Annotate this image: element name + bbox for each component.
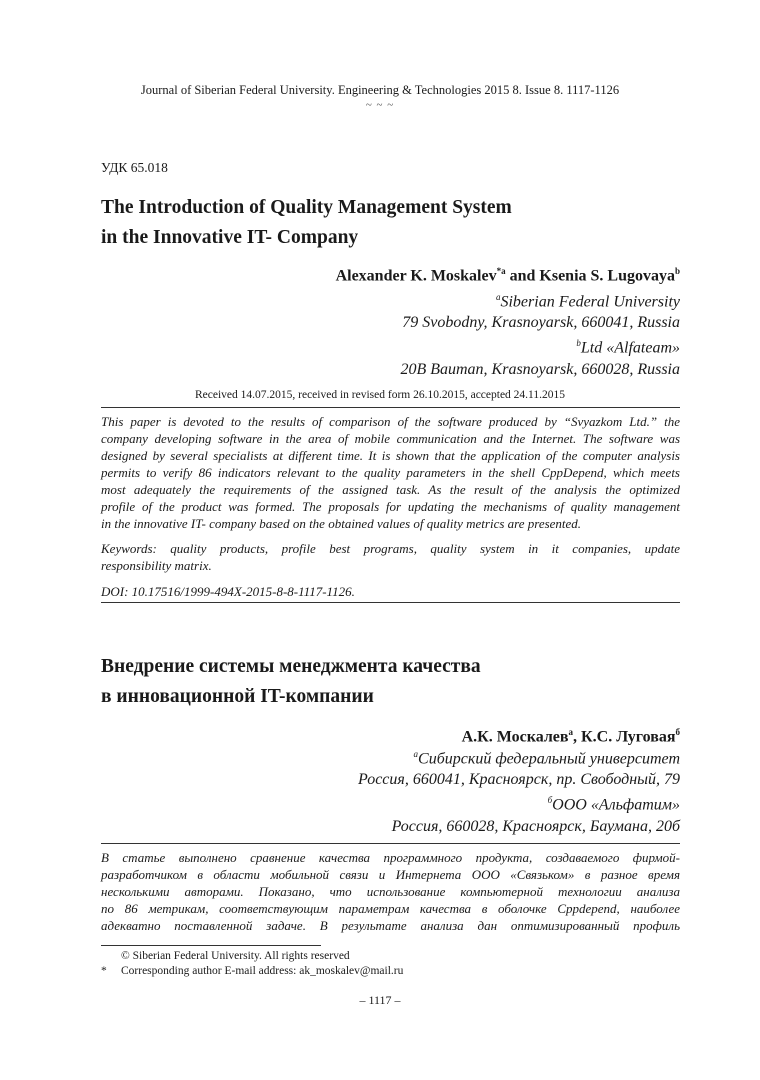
abstract-line: This paper is devoted to the results of comparison of the software produced by “Svyazkom Ltd.” the (101, 414, 680, 429)
english-keywords (101, 540, 680, 574)
abstract-line: in the innovative IT- company based on the obtained values of quality metrics are presented. (101, 516, 582, 531)
author-superscript: b (674, 266, 680, 276)
abstract-line: адекватно поставленной задаче. В результате анализа дан оптимизированный профиль (101, 918, 680, 933)
author-superscript: а (568, 727, 574, 737)
affiliation-address: 20B Bauman, Krasnoyarsk, 660028, Russia (400, 360, 680, 378)
affiliation-superscript: а (413, 749, 419, 759)
russian-abstract (101, 849, 680, 934)
author-superscript: *a (496, 266, 506, 276)
abstract-top-rule (101, 407, 680, 408)
udk-code: УДК 65.018 (101, 160, 168, 175)
author-connector: and (505, 267, 540, 285)
affiliation-superscript: б (547, 795, 553, 806)
footnote-rule (101, 945, 321, 946)
affiliation-name: $^б$ООО «Альфатим» (547, 795, 680, 814)
english-affiliations (400, 287, 680, 380)
affiliation-superscript: b (576, 338, 581, 349)
abstract-line: company developing software in the area of mobile communication and the Internet. The software was (101, 431, 680, 446)
footnote-mark: * (101, 965, 107, 977)
english-title-line: The Introduction of Quality Management System (101, 197, 512, 218)
affiliation-address: Россия, 660028, Красноярск, Баумана, 20б (391, 817, 680, 835)
affiliation-name: $^a$Siberian Federal University (495, 292, 680, 311)
russian-title-line: в инновационной IT-компании (101, 686, 374, 707)
abstract-line: permits to verify 86 indicators relevant to the quality parameters in the shell CppDepend, which meets (101, 465, 680, 480)
english-title (101, 193, 512, 253)
author-name: Ksenia S. Lugovaya (539, 267, 675, 285)
abstract-line: разработчиком в области мобильной связи и Интернета ООО «Связьком» в разное время (101, 867, 680, 882)
affiliation-name: $^b$Ltd «Alfateam» (576, 338, 680, 357)
russian-abstract-top-rule (101, 843, 680, 844)
doi: DOI: 10.17516/1999-494X-2015-8-8-1117-1126. (101, 584, 355, 599)
abstract-line: несколькими авторами. Показано, что использование компьютерной технологии анализа (101, 884, 680, 899)
affiliation-address: 79 Svobodny, Krasnoyarsk, 660041, Russia (402, 314, 680, 332)
abstract-line: profile of the product was formed. The proposals for updating the mechanisms of quality management (101, 499, 680, 514)
affiliation-superscript: a (495, 292, 501, 302)
header-ornament: ~ ~ ~ (365, 99, 395, 111)
author-name: А.К. Москалев (461, 728, 569, 746)
affiliation-name: $^а$Сибирский федеральный университет (413, 749, 680, 768)
abstract-line: В статье выполнено сравнение качества программного продукта, создаваемого фирмой- (101, 850, 680, 865)
abstract-line: по 86 метрикам, соответствующим параметрам качества в оболочке Cppdepend, наиболее (101, 901, 680, 916)
page-number: – 1117 – (359, 993, 401, 1007)
keywords-line: Keywords: quality products, profile best programs, quality system in it companies, update (101, 541, 680, 556)
author-superscript: б (675, 727, 680, 737)
abstract-line: most adequately the requirements of the assigned task. As the result of the analysis the optimized (101, 482, 680, 497)
english-abstract (101, 413, 680, 532)
english-authors (336, 266, 680, 285)
english-title-line: in the Innovative IT- Company (101, 227, 359, 248)
russian-affiliations (358, 744, 680, 837)
author-connector: , (573, 728, 582, 746)
author-name: К.С. Луговая (581, 728, 676, 746)
keywords-line: responsibility matrix. (101, 558, 212, 573)
author-name: Alexander K. Moskalev (335, 267, 497, 285)
russian-title (101, 652, 481, 712)
affiliation-address: Россия, 660041, Красноярск, пр. Свободный, 79 (358, 771, 680, 789)
russian-title-line: Внедрение системы менеджмента качества (101, 656, 481, 677)
footnote-copyright: © Siberian Federal University. All rights reserved (121, 950, 350, 962)
received-dates: Received 14.07.2015, received in revised form 26.10.2015, accepted 24.11.2015 (194, 389, 566, 401)
abstract-line: designed by several specialists at different time. It is shown that the application of the computer analysis (101, 448, 680, 463)
footnote-corresponding: * Corresponding author E-mail address: ak_moskalev@mail.ru (101, 965, 404, 977)
journal-header: Journal of Siberian Federal University. Engineering & Technologies 2015 8. Issue 8. 1117-1126 (140, 83, 620, 97)
abstract-bottom-rule (101, 602, 680, 603)
